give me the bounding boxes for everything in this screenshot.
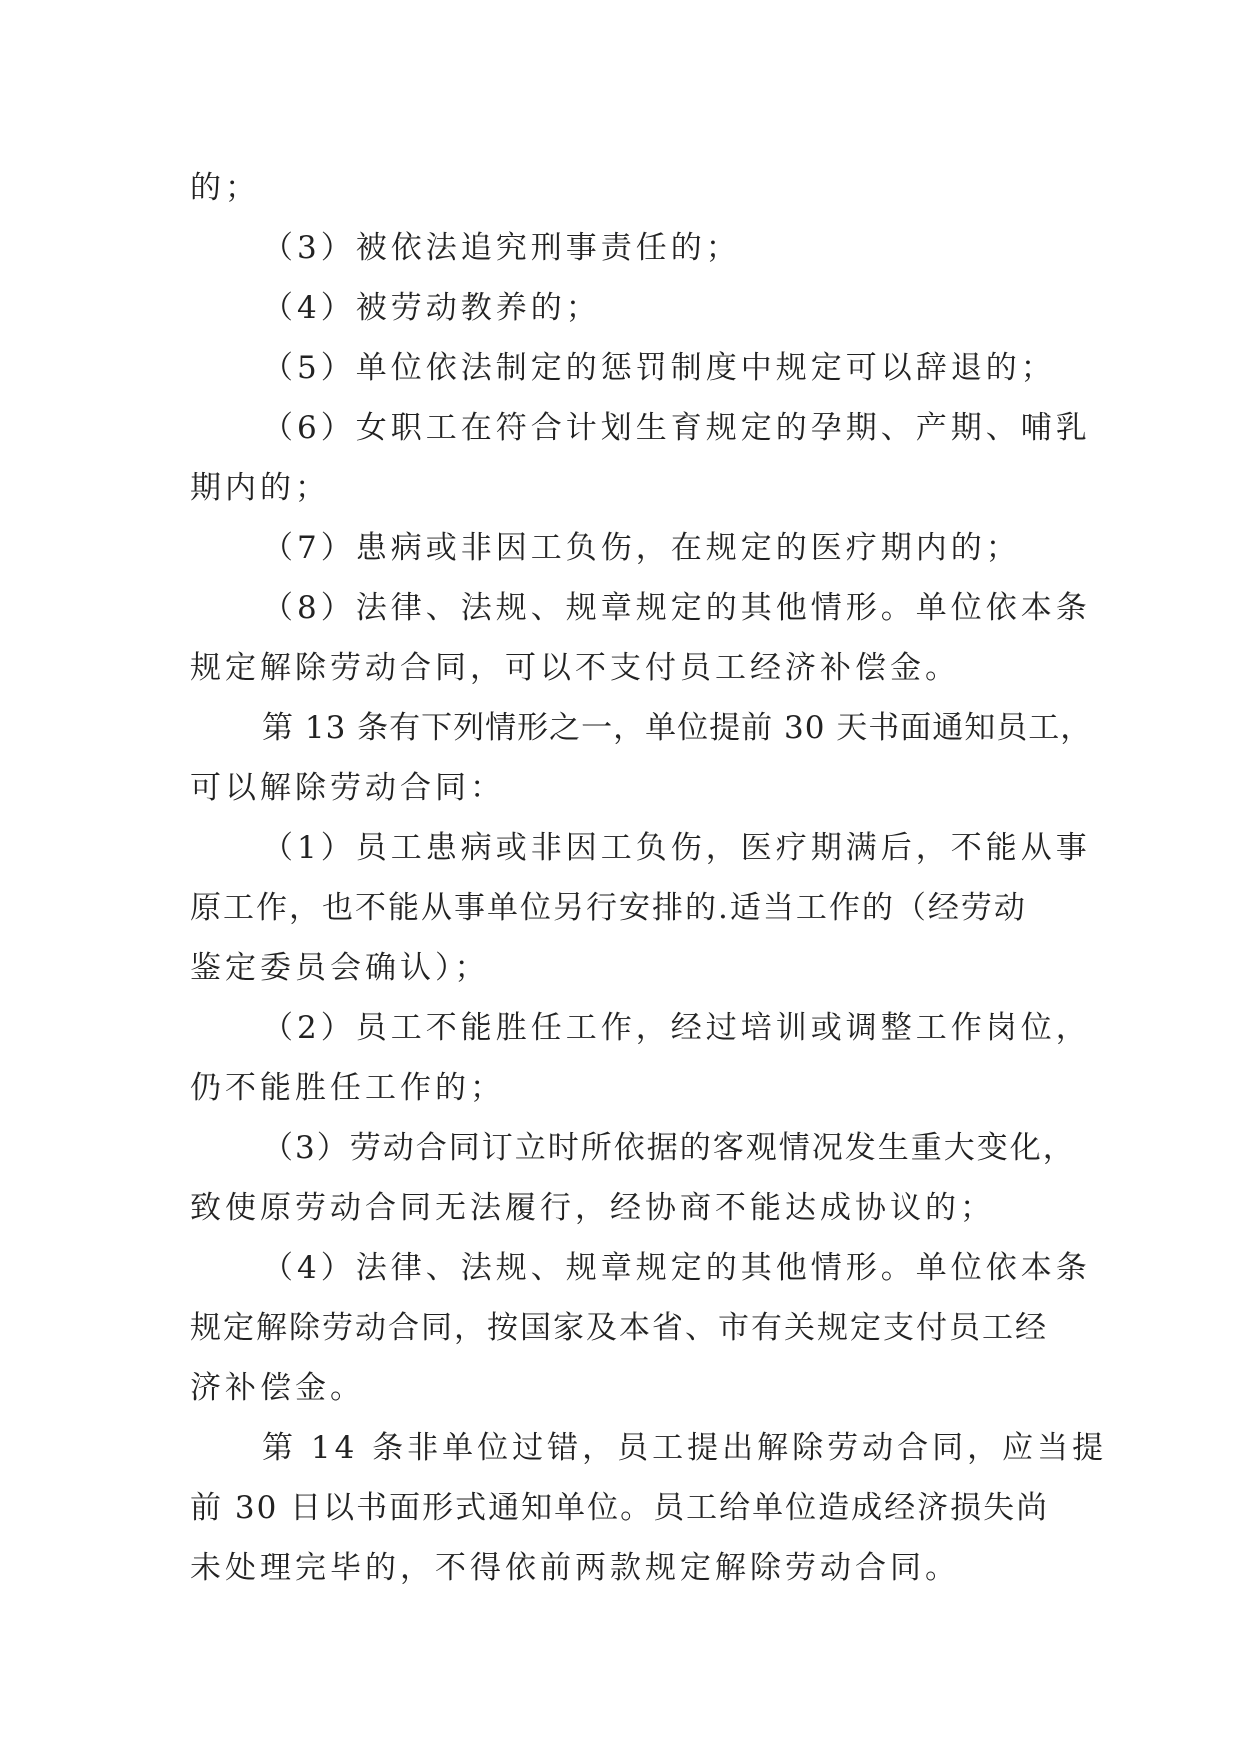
text-line: 的； — [190, 170, 260, 206]
text-line: （3）被依法追究刑事责任的； — [262, 230, 741, 266]
text-line: 第 13 条有下列情形之一，单位提前 30 天书面通知员工， — [262, 710, 1093, 746]
text-line: 可以解除劳动合同： — [190, 770, 505, 806]
text-line: （7）患病或非因工负伤，在规定的医疗期内的； — [262, 530, 1021, 566]
text-line: 鉴定委员会确认）； — [190, 950, 490, 986]
text-line: 致使原劳动合同无法履行，经协商不能达成协议的； — [190, 1190, 995, 1226]
text-line: （4）法律、法规、规章规定的其他情形。单位依本条 — [262, 1250, 1091, 1286]
text-line: （4）被劳动教养的； — [262, 290, 601, 326]
text-line: （5）单位依法制定的惩罚制度中规定可以辞退的； — [262, 350, 1056, 386]
text-line: （6）女职工在符合计划生育规定的孕期、产期、哺乳 — [262, 410, 1091, 446]
text-line: 期内的； — [190, 470, 330, 506]
text-line: （8）法律、法规、规章规定的其他情形。单位依本条 — [262, 590, 1091, 626]
text-line: 原工作，也不能从事单位另行安排的.适当工作的（经劳动 — [190, 890, 1027, 926]
text-line: 规定解除劳动合同，可以不支付员工经济补偿金。 — [190, 650, 960, 686]
text-line: 规定解除劳动合同，按国家及本省、市有关规定支付员工经 — [190, 1310, 1048, 1346]
text-line: 前 30 日以书面形式通知单位。员工给单位造成经济损失尚 — [190, 1490, 1050, 1526]
text-line: 未处理完毕的，不得依前两款规定解除劳动合同。 — [190, 1550, 960, 1586]
text-line: 仍不能胜任工作的； — [190, 1070, 505, 1106]
text-line: （1）员工患病或非因工负伤，医疗期满后，不能从事 — [262, 830, 1091, 866]
text-line: （2）员工不能胜任工作，经过培训或调整工作岗位， — [262, 1010, 1091, 1046]
text-line: 第 14 条非单位过错，员工提出解除劳动合同，应当提 — [262, 1430, 1108, 1466]
text-line: （3）劳动合同订立时所依据的客观情况发生重大变化， — [262, 1130, 1076, 1166]
text-line: 济补偿金。 — [190, 1370, 365, 1406]
